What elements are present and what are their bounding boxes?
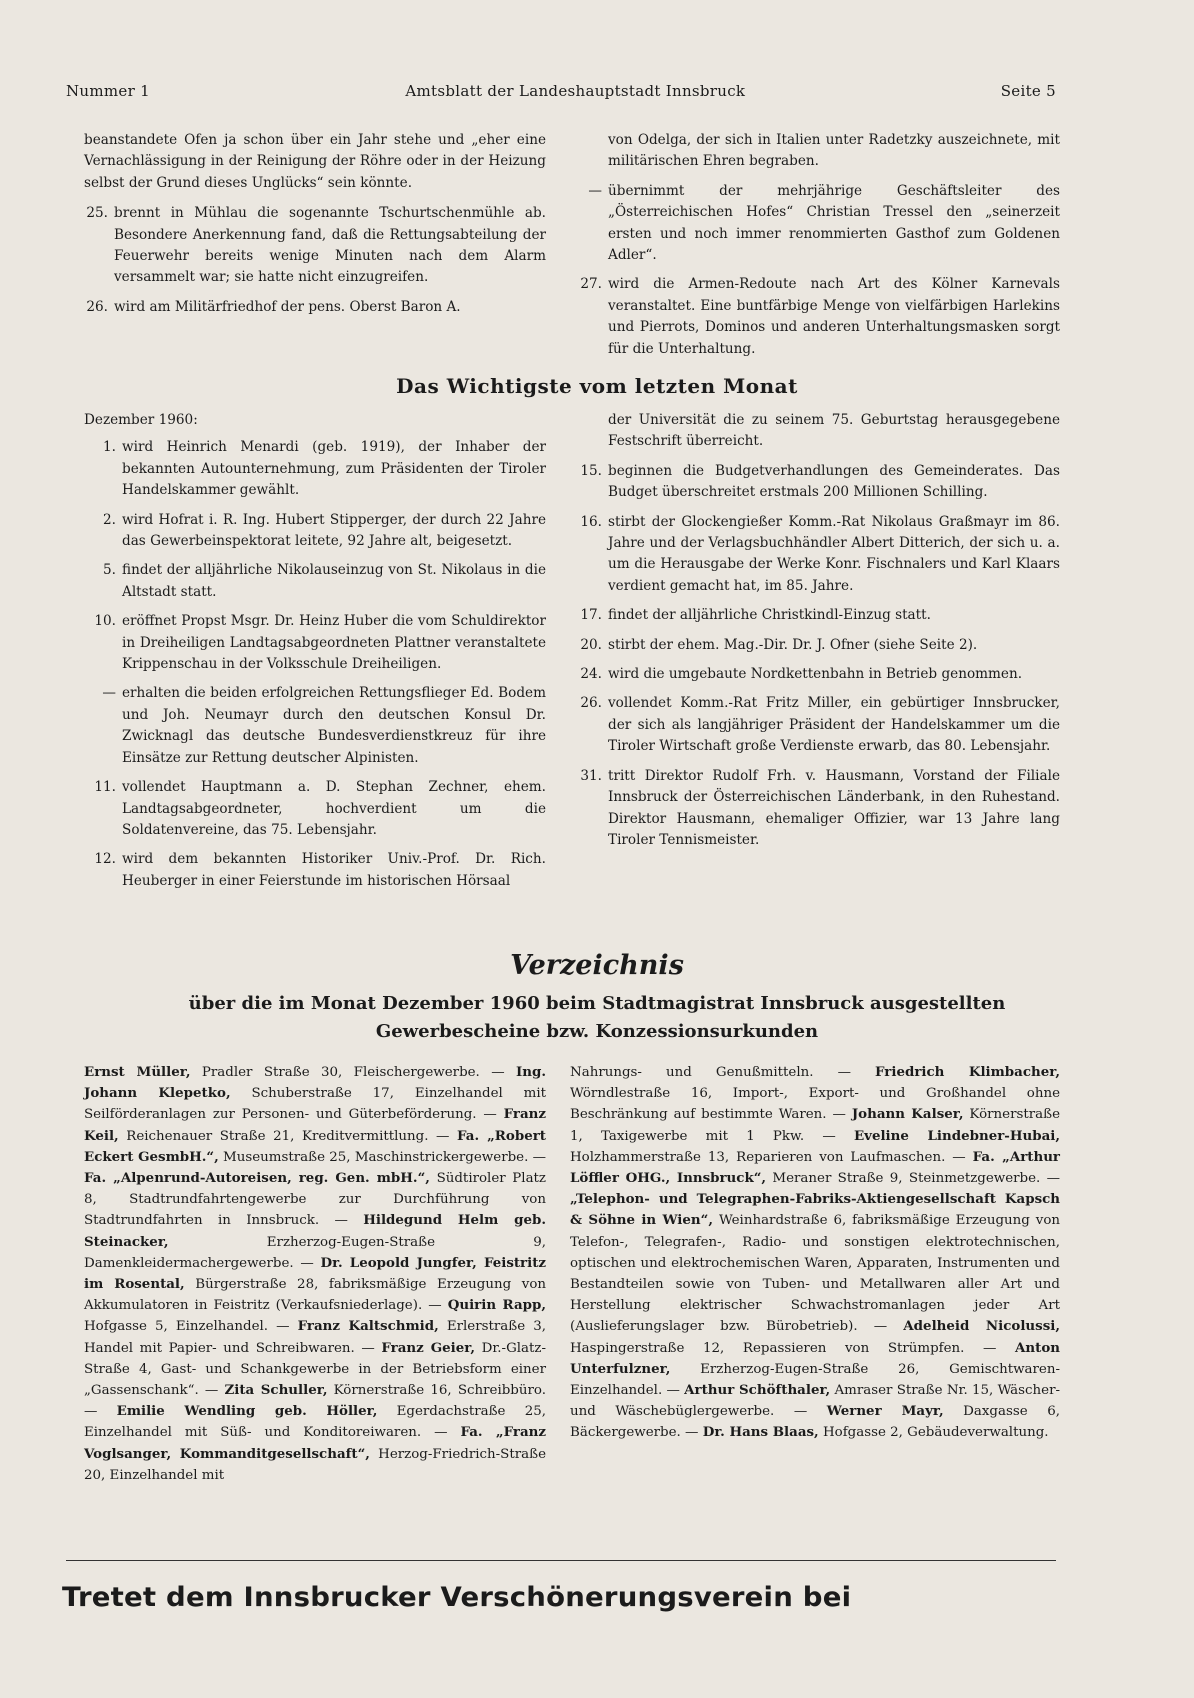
continuation-paragraph: beanstandete Ofen ja schon über ein Jahr stehe und „eher eine Vernachlässigung in der Reinigung der Röhre oder in der Heizung selbst der Grund dieses Unglücks“ sein könnte. (84, 132, 546, 191)
license-entry: Ernst Müller, Pradler Straße 30, Fleischergewerbe. — (84, 1064, 516, 1080)
top-right-column (570, 130, 1060, 368)
list-item: 16. stirbt der Glockengießer Komm.-Rat Nikolaus Graßmayr im 86. Jahre und der Verlagsbuchhändler Albert Ditterich, der sich u. a. um die Herausgabe der Werke Konr. Fischnalers und Karl Klaars verdient gemacht hat, im 85. Jahre. (580, 513, 1060, 594)
license-entry: Ing. Johann Klepetko, Schuberstraße 17, Einzelhandel mit Seilförderanlagen zur Personen- und Güterbeförderung. — (84, 1064, 546, 1123)
list-item: — erhalten die beiden erfolgreichen Rettungsflieger Ed. Bodem und Joh. Neumayr durch den deutschen Konsul Dr. Zwicknagl das deutsche Bundesverdienstkreuz für ihre Einsätze zur Rettung deutscher Alpinisten. (102, 685, 546, 766)
list-item: — übernimmt der mehrjährige Geschäftsleiter des „Österreichischen Hofes“ Christian Tressel den „seinerzeit ersten und noch immer renommierten Gasthof zum Goldenen Adler“. (588, 182, 1060, 264)
page-header (66, 82, 1056, 100)
left-column (84, 410, 546, 900)
license-entry: Friedrich Klimbacher, Wörndlestraße 16, Import-, Export- und Großhandel ohne Beschränkung auf bestimmte Waren. — (570, 1064, 1060, 1123)
license-entry: Fa. „Alpenrund-Autoreisen, reg. Gen. mbH.“, Südtiroler Platz 8, Stadtrundfahrtengewerbe zur Durchführung von Stadtrundfahrten in Innsbruck. — (84, 1170, 546, 1229)
list-item: 17. findet der alljährliche Christkindl-Einzug statt. (580, 607, 931, 624)
month-label: Dezember 1960: (84, 412, 198, 428)
license-entry: Fa. „Franz Voglsanger, Kommanditgesellschaft“, Herzog-Friedrich-Straße 20, Einzelhandel mit (84, 1424, 546, 1483)
verein-banner: Tretet dem Innsbrucker Verschönerungsverein bei (62, 1582, 852, 1613)
license-entry: Franz Geier, Dr.-Glatz-Straße 4, Gast- und Schankgewerbe in der Betriebsform einer „Gassenschank“. — (84, 1339, 546, 1399)
verzeichnis-title: Verzeichnis (510, 950, 684, 981)
right-column (570, 410, 1060, 859)
list-item: 1. wird Heinrich Menardi (geb. 1919), der Inhaber der bekannten Autounternehmung, zum Präsidenten der Tiroler Handelskammer gewählt. (103, 439, 546, 499)
list-item: 31. tritt Direktor Rudolf Frh. v. Hausmann, Vorstand der Filiale Innsbruck der Österreichischen Länderbank, in den Ruhestand. Direktor Hausmann, ehemaliger Offizier, war 13 Jahre lang Tiroler Tennismeister. (580, 767, 1060, 848)
list-item: 11. vollendet Hauptmann a. D. Stephan Zechner, ehem. Landtagsabgeordneter, hochverdient um die Soldatenvereine, das 75. Lebensjahr. (94, 779, 546, 838)
verzeichnis-right-column (570, 1062, 1060, 1444)
banner-top-rule (66, 1560, 1056, 1561)
list-item: der Universität die zu seinem 75. Geburtstag herausgegebene Festschrift überreicht. (608, 412, 1060, 450)
license-entry: Hildegund Helm geb. Steinacker, Erzherzog-Eugen-Straße 9, Damenkleidermachergewerbe. — (84, 1212, 546, 1271)
list-item: 12. wird dem bekannten Historiker Univ.-Prof. Dr. Rich. Heuberger in einer Feierstunde im historischen Hörsaal (94, 851, 546, 889)
page-number: Seite 5 (1000, 82, 1056, 100)
list-item: 5. findet der alljährliche Nikolauseinzug von St. Nikolaus in die Altstadt statt. (103, 562, 546, 600)
license-entry: Anton Unterfulzner, Erzherzog-Eugen-Straße 26, Gemischtwaren-Einzelhandel. — (570, 1339, 1060, 1399)
license-entry: „Telephon- und Telegraphen-Fabriks-Aktiengesellschaft Kapsch & Söhne in Wien“, Weinhardstraße 6, fabriksmäßige Erzeugung von Telefon-, Telegrafen-, Radio- und sonstigen elektrotechnischen, optischen und elektrochemischen Waren, Apparaten, Instrumenten und Bestandteilen sowie von Tuben- und Metallwaren aller Art und Herstellung elektrischer Schwachstromanlagen jeder Art (Auslieferungslager bzw. Bürobetrieb). — (570, 1191, 1061, 1335)
list-item: 2. wird Hofrat i. R. Ing. Hubert Stipperger, der durch 22 Jahre das Gewerbeinspektorat leitete, 92 Jahre alt, beigesetzt. (103, 511, 546, 550)
license-entry: Zita Schuller, Körnerstraße 16, Schreibbüro. — (84, 1382, 546, 1420)
license-entry: Franz Keil, Reichenauer Straße 21, Kreditvermittlung. — (84, 1106, 546, 1144)
license-entry: Quirin Rapp, Hofgasse 5, Einzelhandel. — (84, 1297, 547, 1335)
verzeichnis-left-column (84, 1062, 546, 1486)
license-entry: Dr. Leopold Jungfer, Feistritz im Rosental, Bürgerstraße 28, fabriksmäßige Erzeugung von Akkumulatoren in Feistritz (Verkaufsniederlage). — (84, 1254, 547, 1314)
list-item: 27. wird die Armen-Redoute nach Art des Kölner Karnevals veranstaltet. Eine buntfärbige Menge von vielfärbigen Harlekins und Pierrots, Dominos und anderen Unterhaltungsmasken sorgt für die Unterhaltung. (580, 276, 1060, 357)
license-entry: Johann Kalser, Körnerstraße 1, Taxigewerbe mit 1 Pkw. — (570, 1106, 1060, 1144)
list-item: 26. wird am Militärfriedhof der pens. Oberst Baron A. (86, 298, 461, 315)
section-title: Das Wichtigste vom letzten Monat (396, 374, 798, 398)
list-item: 10. eröffnet Propst Msgr. Dr. Heinz Huber die vom Schuldirektor in Dreiheiligen Landtagsabgeordneten Plattner veranstaltete Krippenschau in der Volksschule Dreiheiligen. (94, 613, 546, 673)
list-item: 24. wird die umgebaute Nordkettenbahn in Betrieb genommen. (580, 666, 1023, 683)
license-entry: Franz Kaltschmid, Erlerstraße 3, Handel mit Papier- und Schreibwaren. — (84, 1318, 546, 1356)
license-entry: Arthur Schöfthaler, Amraser Straße Nr. 15, Wäscher- und Wäschebüglergewerbe. — (570, 1382, 1061, 1420)
license-entry: Eveline Lindebner-Hubai, Holzhammerstraße 13, Reparieren von Laufmaschen. — (570, 1127, 1061, 1165)
verzeichnis-subtitle-1: über die im Monat Dezember 1960 beim Stadtmagistrat Innsbruck ausgestellten (188, 993, 1006, 1014)
license-entry: Fa. „Robert Eckert GesmbH.“, Museumstraße 25, Maschinstrickergewerbe. — (84, 1127, 547, 1165)
license-entry: Dr. Hans Blaas, Hofgasse 2, Gebäudeverwaltung. (702, 1424, 1049, 1441)
license-entry: Adelheid Nicolussi, Haspingerstraße 12, Repassieren von Strümpfen. — (570, 1318, 1060, 1356)
license-entry: Emilie Wendling geb. Höller, Egerdachstraße 25, Einzelhandel mit Süß- und Konditoreiwaren. — (84, 1403, 546, 1441)
list-item: von Odelga, der sich in Italien unter Radetzky auszeichnete, mit militärischen Ehren begraben. (608, 132, 1060, 170)
top-left-column (84, 130, 546, 326)
list-item: 20. stirbt der ehem. Mag.-Dir. Dr. J. Ofner (siehe Seite 2). (580, 636, 978, 653)
issue-number: Nummer 1 (66, 82, 150, 100)
list-item: 25. brennt in Mühlau die sogenannte Tschurtschenmühle ab. Besondere Anerkennung fand, daß die Rettungsabteilung der Feuerwehr bereits wenige Minuten nach dem Alarm versammelt war; sie hatte nicht einzugreifen. (86, 205, 546, 286)
license-entry: Nahrungs- und Genußmitteln. — (570, 1065, 876, 1080)
list-item: 26. vollendet Komm.-Rat Fritz Miller, ein gebürtiger Innsbrucker, der sich als langjähriger Präsident der Handelskammer um die Tiroler Wirtschaft große Verdienste erwarb, das 80. Lebensjahr. (580, 695, 1060, 755)
license-entry: Werner Mayr, Daxgasse 6, Bäckergewerbe. — (570, 1403, 1060, 1441)
verzeichnis-subtitle-2: Gewerbescheine bzw. Konzessionsurkunden (375, 1021, 819, 1042)
license-entry: Fa. „Arthur Löffler OHG., Innsbruck“, Meraner Straße 9, Steinmetzgewerbe. — (570, 1148, 1060, 1187)
list-item: 15. beginnen die Budgetverhandlungen des Gemeinderates. Das Budget überschreitet erstmals 200 Millionen Schilling. (580, 462, 1060, 501)
publication-title: Amtsblatt der Landeshauptstadt Innsbruck (405, 82, 746, 100)
